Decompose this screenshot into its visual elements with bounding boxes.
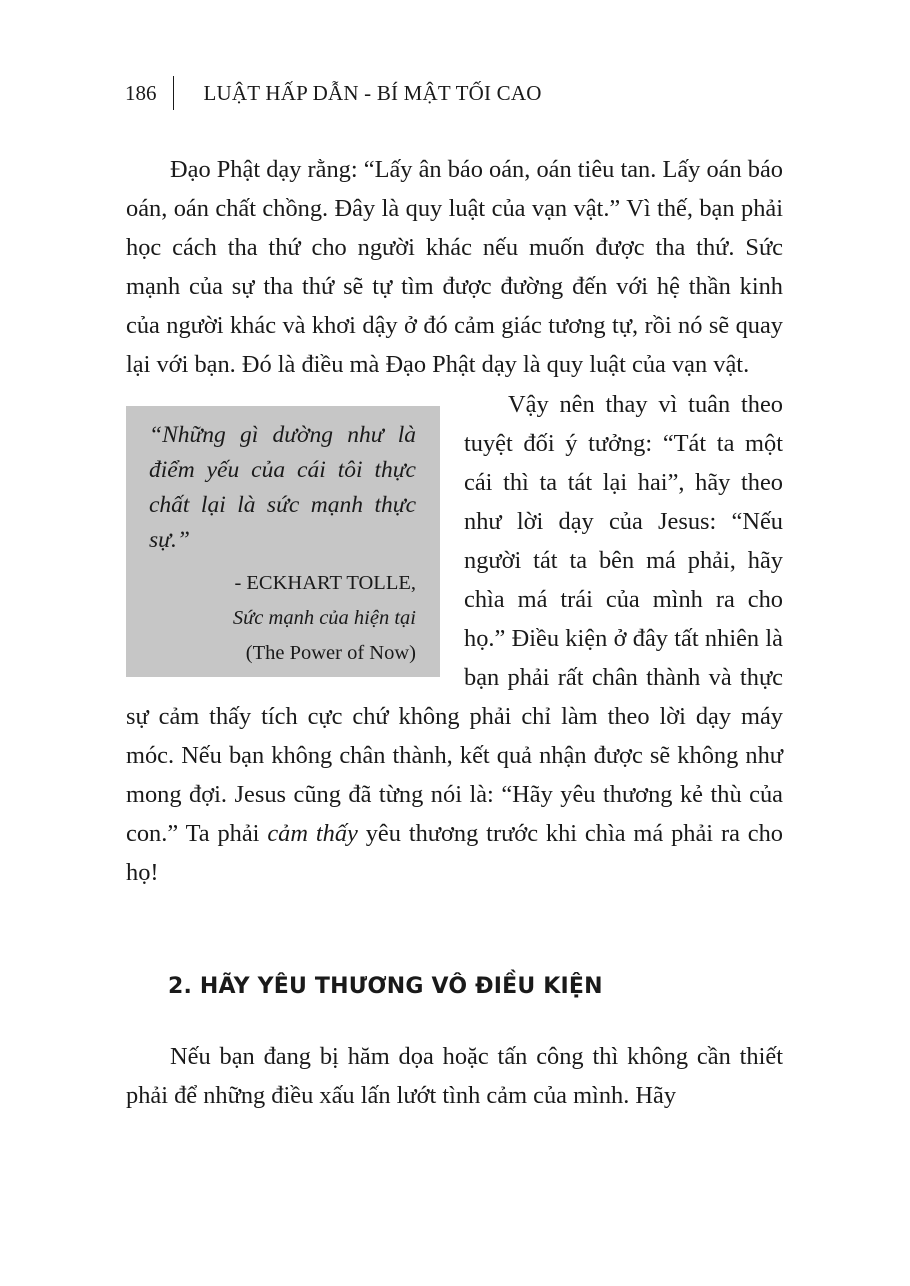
page-content: [126, 150, 783, 1115]
page-number: 186: [125, 81, 157, 105]
paragraph-unconditional-love: Nếu bạn đang bị hăm dọa hoặc tấn công thì không cần thiết phải để những điều xấu lấn lướt tình cảm của mình. Hãy: [126, 1043, 783, 1109]
pull-quote-author: - ECKHART TOLLE,: [234, 572, 416, 594]
page-header: [125, 76, 542, 112]
pull-quote-box: [126, 406, 440, 677]
running-title: LUẬT HẤP DẪN - BÍ MẬT TỐI CAO: [203, 81, 542, 105]
pull-quote-book-english: (The Power of Now): [245, 642, 416, 664]
pull-quote-text: “Những gì dường như là điểm yếu của cái tôi thực chất lại là sức mạnh thực sự.”: [149, 422, 416, 553]
section-heading: 2. HÃY YÊU THƯƠNG VÔ ĐIỀU KIỆN: [168, 974, 603, 999]
paragraph-jesus-end: yêu thương trước khi chìa má phải ra cho họ!: [126, 820, 783, 886]
pull-quote-book-title: Sức mạnh của hiện tại: [232, 607, 416, 629]
header-divider: [173, 76, 174, 110]
paragraph-buddhism: Đạo Phật dạy rằng: “Lấy ân báo oán, oán tiêu tan. Lấy oán báo oán, oán chất chồng. Đây là quy luật của vạn vật.” Vì thế, bạn phải học cách tha thứ cho người khác nếu muốn được tha thứ. Sức mạnh của sự tha thứ sẽ tự tìm được đường đến với hệ thần kinh của người khác và khơi dậy ở đó cảm giác tương tự, rồi nó sẽ quay lại với bạn. Đó là điều mà Đạo Phật dạy là quy luật của vạn vật.: [126, 156, 783, 378]
paragraph-jesus-emphasis: cảm thấy: [267, 820, 358, 847]
paragraph-jesus-start: Vậy nên thay vì tuân theo tuyệt đối ý tưởng: “Tát ta một cái thì ta tát lại hai”, hãy theo như lời dạy của Jesus: “Nếu người tát ta bên má phải, hãy chìa má trái của mình ra cho họ.” Điều kiện ở đây tất nhiên là bạn phải rất chân thành và thực sự cảm thấy tích cực chứ không phải chỉ làm theo lời dạy máy móc. Nếu bạn không chân thành, kết quả nhận được sẽ không như mong đợi. Jesus cũng đã từng nói là: “Hãy yêu thương kẻ thù của con.” Ta phải: [126, 391, 783, 847]
